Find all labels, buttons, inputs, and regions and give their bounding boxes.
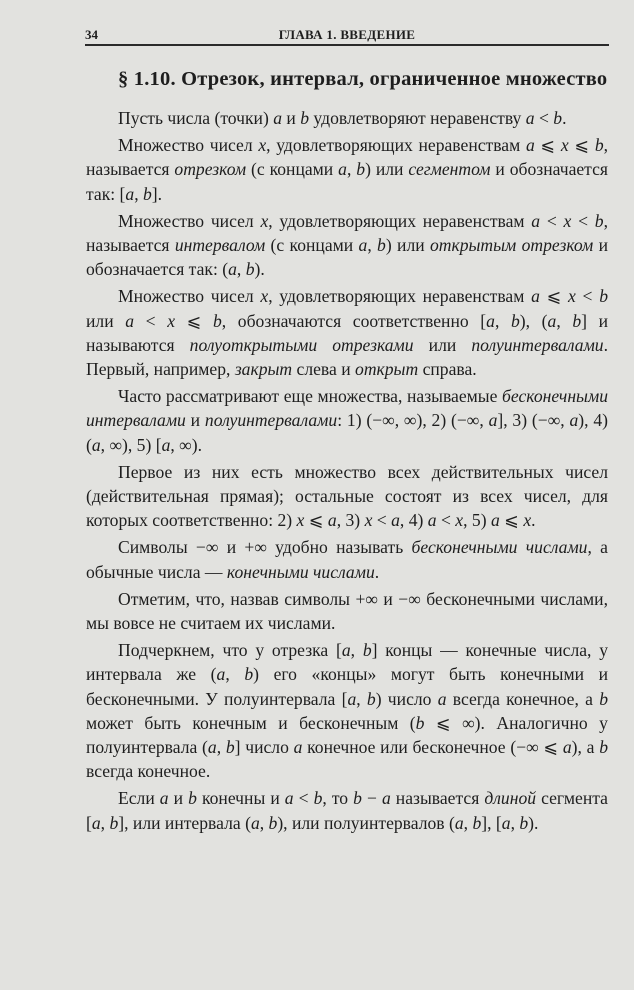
text-run: ,: [236, 259, 246, 280]
text-run: ,: [367, 235, 378, 256]
text-run: ), или полуинтервалов (: [277, 812, 455, 833]
text-run: ).: [254, 259, 265, 280]
text-run: Отметим, что, назвав символы +∞ и −∞ бесконечными числами, мы вовсе не считаем их числами.: [86, 588, 608, 634]
text-run: сегмента [: [86, 788, 608, 833]
italic-run: a: [547, 310, 557, 331]
chapter-title: ГЛАВА 1. ВВЕДЕНИЕ: [278, 27, 416, 42]
text-run: (с концами: [265, 235, 359, 256]
italic-run: b: [472, 812, 482, 833]
italic-run: a: [531, 210, 541, 231]
italic-run: интервалом: [174, 235, 266, 256]
text-run: , то: [322, 788, 354, 809]
text-run: справа.: [418, 359, 477, 380]
paragraph: [86, 133, 608, 206]
text-run: ,: [463, 812, 473, 833]
text-run: , 3): [336, 510, 365, 531]
italic-run: b: [553, 108, 563, 128]
text-run: ,: [216, 737, 226, 758]
italic-run: a: [358, 235, 368, 256]
italic-run: a: [562, 737, 572, 758]
text-run: , удовлетворяющих неравенствам: [268, 210, 532, 231]
italic-run: a: [338, 159, 347, 180]
text-run: Символы −∞ и +∞ удобно называть: [118, 537, 412, 558]
italic-run: a: [501, 812, 511, 833]
italic-run: x: [560, 135, 569, 156]
text-run: слева и: [292, 359, 356, 380]
italic-run: b: [188, 788, 197, 809]
text-run: называется: [390, 788, 485, 809]
italic-run: b: [313, 788, 323, 809]
text-run: ,: [350, 640, 363, 661]
text-run: ⩽: [539, 286, 569, 307]
text-run: удовлетворяют неравенству: [309, 108, 526, 128]
text-run: .: [562, 108, 567, 128]
text-run: ,: [510, 812, 520, 833]
paragraph: [86, 535, 608, 583]
paragraph: [86, 786, 608, 834]
text-run: ].: [151, 183, 163, 204]
italic-run: a: [284, 788, 294, 809]
italic-run: b: [510, 310, 520, 331]
italic-run: a: [273, 108, 283, 128]
italic-run: b: [594, 135, 604, 156]
running-head: [85, 24, 609, 44]
italic-run: b: [353, 788, 362, 809]
text-run: .: [374, 561, 380, 582]
italic-run: a: [437, 688, 447, 709]
text-run: <: [436, 510, 456, 531]
italic-run: полуинтервалами: [471, 334, 604, 355]
text-run: ⩽: [175, 310, 213, 331]
italic-run: b: [212, 310, 222, 331]
italic-run: b: [109, 812, 119, 833]
text-run: ], или интервала (: [118, 812, 251, 833]
italic-run: бесконечными интервалами: [86, 386, 608, 431]
italic-run: b: [268, 812, 278, 833]
text-run: <: [293, 788, 314, 809]
italic-run: x: [258, 135, 267, 156]
italic-run: сегментом: [408, 159, 491, 180]
page-content: [86, 66, 608, 838]
italic-run: b: [415, 712, 425, 733]
italic-run: x: [260, 210, 269, 231]
italic-run: x: [364, 510, 373, 531]
text-run: ] число: [234, 737, 294, 758]
paragraph: [86, 587, 608, 635]
italic-run: a: [486, 310, 495, 331]
italic-run: закрыт: [234, 359, 293, 380]
text-run: , а обычные числа —: [86, 537, 608, 582]
text-run: ], [: [481, 812, 502, 833]
text-run: Множество чисел: [118, 210, 261, 231]
text-run: ,: [100, 812, 110, 833]
paragraph: [86, 384, 608, 457]
italic-run: a: [293, 737, 303, 758]
italic-run: a: [250, 812, 260, 833]
italic-run: a: [454, 812, 464, 833]
text-run: и: [282, 108, 301, 128]
page-number: 34: [85, 27, 98, 42]
italic-run: отрезком: [174, 159, 247, 180]
text-run: и: [168, 788, 189, 809]
italic-run: x: [260, 286, 269, 307]
text-run: ,: [259, 812, 269, 833]
paragraph: [86, 284, 608, 381]
text-run: ) или: [385, 235, 430, 256]
text-run: ⩽ ∞). Аналогично у полуинтервала (: [86, 712, 608, 758]
paragraph: [86, 460, 608, 533]
text-run: ) или: [365, 159, 409, 180]
text-run: : 1) (−∞, ∞), 2) (−∞,: [337, 410, 489, 431]
text-run: , удовлетворяющих неравенствам: [268, 286, 532, 307]
italic-run: b: [599, 737, 608, 758]
italic-run: b: [366, 688, 376, 709]
italic-run: b: [519, 812, 529, 833]
italic-run: a: [216, 664, 226, 685]
text-run: ,: [556, 310, 573, 331]
italic-run: открытым отрезком: [429, 235, 594, 256]
italic-run: b: [599, 286, 608, 307]
text-run: , 4): [399, 510, 428, 531]
italic-run: b: [244, 664, 254, 685]
text-run: Часто рассматривают еще множества, называемые: [118, 386, 503, 407]
italic-run: b: [572, 310, 582, 331]
text-run: <: [575, 286, 600, 307]
text-run: <: [540, 210, 564, 231]
paragraph: [86, 209, 608, 282]
paragraph: [86, 638, 608, 783]
text-run: и: [185, 410, 205, 431]
text-run: ), а: [571, 737, 600, 758]
text-run: ,: [356, 688, 367, 709]
italic-run: a: [391, 510, 400, 531]
text-run: Подчеркнем, что у отрезка [: [118, 640, 342, 661]
text-run: ) число: [375, 688, 438, 709]
italic-run: x: [167, 310, 175, 331]
text-run: ⩽: [304, 510, 328, 531]
italic-run: x: [568, 286, 576, 307]
text-run: <: [534, 108, 554, 128]
text-run: <: [372, 510, 392, 531]
italic-run: длиной: [484, 788, 537, 809]
text-run: ] концы — конечные числа, у интервала же (: [86, 640, 608, 685]
text-run: , удовлетворяющих неравенствам: [266, 135, 526, 156]
italic-run: a: [531, 286, 540, 307]
italic-run: a: [525, 108, 535, 128]
text-run: , ∞).: [170, 434, 202, 455]
text-run: <: [571, 210, 595, 231]
text-run: (с концами: [246, 159, 339, 180]
text-run: ), (: [519, 310, 548, 331]
text-run: , ∞), 5) [: [100, 434, 162, 455]
text-run: или: [413, 334, 472, 355]
italic-run: a: [125, 183, 135, 204]
text-run: , обозначаются соответственно [: [221, 310, 487, 331]
text-run: ], 3) (−∞,: [497, 410, 570, 431]
header-rule: [85, 44, 609, 46]
italic-run: x: [296, 510, 305, 531]
text-run: , называется: [86, 210, 608, 256]
section-title: § 1.10. Отрезок, интервал, ограниченное множество: [118, 68, 608, 90]
italic-run: a: [488, 410, 498, 431]
italic-run: a: [228, 259, 237, 280]
italic-run: a: [207, 737, 217, 758]
text-run: ⩽: [499, 510, 524, 531]
text-run: всегда конечное, а: [446, 688, 600, 709]
italic-run: открыт: [355, 359, 419, 380]
italic-run: b: [362, 640, 372, 661]
text-run: .: [531, 510, 536, 531]
italic-run: a: [427, 510, 437, 531]
text-run: . Первый, например,: [86, 334, 609, 380]
paragraph: [86, 106, 608, 130]
italic-run: b: [356, 159, 366, 180]
text-run: всегда конечное.: [86, 761, 211, 782]
italic-run: a: [125, 310, 135, 331]
italic-run: полуоткрытыми отрезками: [189, 334, 414, 355]
italic-run: x: [563, 210, 572, 231]
italic-run: b: [599, 688, 608, 709]
italic-run: b: [225, 737, 235, 758]
text-run: Первое из них есть множество всех действительных чисел (действительная прямая); остальные состоят из всех чисел, для которых соответственно: 2): [86, 461, 608, 531]
italic-run: x: [455, 510, 464, 531]
text-run: <: [134, 310, 168, 331]
italic-run: a: [327, 510, 337, 531]
italic-run: b: [594, 210, 604, 231]
text-run: Множество чисел: [118, 286, 261, 307]
italic-run: конечными числами: [226, 561, 375, 582]
text-run: Если: [118, 788, 160, 809]
italic-run: b: [143, 183, 152, 204]
text-run: ,: [134, 183, 143, 204]
italic-run: a: [91, 812, 101, 833]
text-run: и обозначается так: [: [86, 159, 608, 204]
italic-run: a: [525, 135, 535, 156]
body-text: [86, 106, 608, 835]
italic-run: a: [161, 434, 171, 455]
italic-run: a: [341, 640, 351, 661]
italic-run: a: [569, 410, 579, 431]
italic-run: бесконечными числами: [411, 537, 588, 558]
italic-run: полуинтервалами: [204, 410, 338, 431]
text-run: ).: [528, 812, 539, 833]
text-run: Пусть числа (точки): [118, 108, 274, 128]
italic-run: a: [490, 510, 500, 531]
text-run: ,: [346, 159, 357, 180]
text-run: , называется: [86, 135, 609, 180]
italic-run: a: [91, 434, 101, 455]
text-run: или: [86, 310, 126, 331]
text-run: ) его «концы» могут быть конечными и бесконечными. У полуинтервала [: [86, 664, 609, 709]
text-run: конечны и: [196, 788, 285, 809]
text-run: ] и называются: [86, 310, 609, 355]
text-run: , 5): [463, 510, 491, 531]
text-run: ,: [494, 310, 511, 331]
text-run: Множество чисел: [118, 135, 259, 156]
text-run: конечное или бесконечное (−∞ ⩽: [302, 737, 563, 758]
italic-run: a: [381, 788, 391, 809]
italic-run: a: [159, 788, 169, 809]
text-run: и обозначается так: (: [86, 235, 608, 280]
italic-run: b: [377, 235, 386, 256]
italic-run: b: [245, 259, 255, 280]
text-run: ⩽: [534, 135, 561, 156]
text-run: −: [361, 788, 382, 809]
text-run: ,: [225, 664, 245, 685]
text-run: ), 4) (: [86, 410, 608, 455]
italic-run: b: [300, 108, 310, 128]
text-run: ⩽: [568, 135, 595, 156]
text-run: может быть конечным и бесконечным (: [86, 712, 416, 733]
italic-run: a: [347, 688, 357, 709]
italic-run: x: [523, 510, 532, 531]
